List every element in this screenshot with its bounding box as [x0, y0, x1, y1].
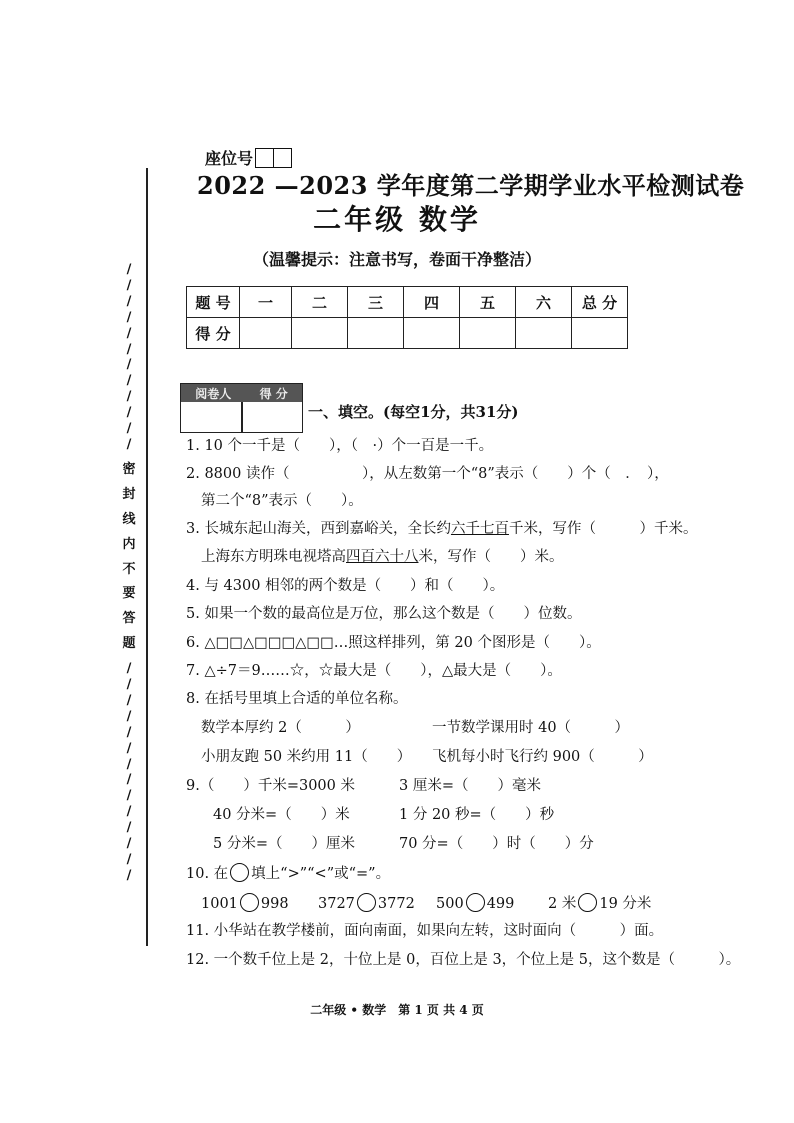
- question-7: 7. △÷7＝9……☆，☆最大是（ ），△最大是（ ）。: [186, 663, 562, 679]
- grader-box: [180, 383, 303, 433]
- score-header-cell: 一: [240, 287, 292, 318]
- q3-text: 上海东方明珠电视塔高: [201, 549, 346, 565]
- question-6: 6. △□□△□□□△□□…照这样排列，第 20 个图形是（ ）。: [186, 635, 601, 651]
- question-8b: 一节数学课用时 40（ ）: [432, 720, 630, 736]
- score-header-cell: 题 号: [187, 287, 240, 318]
- compare-left: 2 米: [548, 896, 577, 912]
- compare-right: 3772: [377, 896, 415, 912]
- q10-text: 填上“>”“<”或“=”。: [251, 866, 391, 882]
- grader-divider: [241, 402, 243, 432]
- compare-item: [318, 893, 415, 913]
- q3-text: 3. 长城东起山海关，西到嘉峪关，全长约: [186, 521, 451, 537]
- score-header-cell: 三: [348, 287, 404, 318]
- score-header-cell: 二: [292, 287, 348, 318]
- compare-left: 3727: [318, 896, 355, 912]
- question-8d: 飞机每小时飞行约 900（ ）: [432, 749, 653, 765]
- tip-text: （温馨提示：注意书写，卷面干净整洁）: [252, 250, 541, 269]
- score-cell[interactable]: [292, 318, 348, 349]
- question-1: 1. 10 个一千是（ ），（ ·）个一百是一千。: [186, 438, 494, 454]
- margin-char: 内: [122, 536, 136, 552]
- question-8c: 小朋友跑 50 米约用 11（ ）: [201, 749, 412, 765]
- margin-char: 密: [122, 461, 136, 477]
- score-table-header-row: [187, 287, 628, 318]
- q3-text: 千米，写作（ ）千米。: [508, 521, 698, 537]
- compare-item: [548, 893, 651, 913]
- question-2: 2. 8800 读作（ ），从左数第一个“8”表示（ ）个（ ． ），: [186, 466, 669, 482]
- blank-circle-icon: [230, 863, 249, 882]
- score-cell[interactable]: [240, 318, 292, 349]
- q10-text: 10. 在: [186, 866, 229, 882]
- margin-text: [119, 462, 139, 652]
- q3-underlined: 六千七百: [450, 521, 509, 537]
- compare-right: 998: [260, 896, 289, 912]
- score-header-cell: 四: [404, 287, 460, 318]
- seat-box: [274, 148, 292, 168]
- compare-circle-icon[interactable]: [578, 893, 597, 912]
- seat-label: 座位号: [205, 149, 254, 168]
- question-9f: 70 分=（ ）时（ ）分: [399, 836, 594, 852]
- exam-title: 2022 —2023 学年度第二学期学业水平检测试卷: [197, 171, 745, 200]
- question-10: [186, 863, 390, 883]
- question-9e: 5 分米=（ ）厘米: [213, 836, 355, 852]
- section-title: 一、填空。(每空1分，共31分): [308, 403, 519, 421]
- margin-char: 封: [122, 486, 136, 502]
- question-5: 5. 如果一个数的最高位是万位，那么这个数是（ ）位数。: [186, 606, 582, 622]
- compare-left: 1001: [201, 896, 238, 912]
- score-cell[interactable]: [460, 318, 516, 349]
- score-cell[interactable]: [404, 318, 460, 349]
- margin-char: 要: [122, 586, 136, 602]
- question-11: 11. 小华站在教学楼前，面向南面，如果向左转，这时面向（ ）面。: [186, 923, 664, 939]
- grader-score-label: 得 分: [259, 386, 288, 401]
- margin-char: 不: [122, 561, 136, 577]
- binding-line: [146, 168, 148, 946]
- score-header-cell: 六: [516, 287, 572, 318]
- compare-circle-icon[interactable]: [357, 893, 376, 912]
- page-footer: 二年级 • 数学 第 1 页 共 4 页: [310, 1003, 484, 1017]
- question-9c: 40 分米=（ ）米: [213, 807, 350, 823]
- question-3: [186, 520, 697, 538]
- question-3-line2: [201, 548, 564, 566]
- question-8a: 数学本厚约 2（ ）: [201, 720, 360, 736]
- score-header-cell: 总 分: [572, 287, 628, 318]
- seat-box: [255, 148, 274, 168]
- score-header-cell: 五: [460, 287, 516, 318]
- compare-right: 499: [486, 896, 515, 912]
- compare-left: 500: [436, 896, 464, 912]
- compare-circle-icon[interactable]: [240, 893, 259, 912]
- q3-text: 米，写作（ ）米。: [418, 549, 564, 565]
- margin-char: 线: [122, 511, 136, 527]
- exam-subtitle: 二年级 数学: [313, 203, 481, 236]
- q3-underlined: 四百六十八: [346, 549, 419, 565]
- score-table-score-row: [187, 318, 628, 349]
- score-cell[interactable]: [572, 318, 628, 349]
- question-8: 8. 在括号里填上合适的单位名称。: [186, 691, 408, 707]
- score-cell[interactable]: [516, 318, 572, 349]
- margin-char: 答: [122, 611, 136, 627]
- question-4: 4. 与 4300 相邻的两个数是（ ）和（ ）。: [186, 578, 505, 594]
- question-9d: 1 分 20 秒=（ ）秒: [399, 807, 555, 823]
- question-9a: 9.（ ）千米=3000 米: [186, 778, 355, 794]
- compare-circle-icon[interactable]: [466, 893, 485, 912]
- score-row-label: 得 分: [187, 318, 240, 349]
- score-cell[interactable]: [348, 318, 404, 349]
- question-12: 12. 一个数千位上是 2，十位上是 0，百位上是 3，个位上是 5，这个数是（ ）。: [186, 952, 741, 968]
- margin-char: 题: [122, 636, 136, 652]
- score-table: [186, 286, 628, 349]
- question-9b: 3 厘米=（ ）毫米: [399, 778, 541, 794]
- question-2-line2: 第二个“8”表示（ ）。: [201, 493, 363, 509]
- grader-header: [181, 384, 302, 402]
- compare-right: 19 分米: [599, 896, 652, 912]
- binding-margin-text: / / / / / / / / / / / / 密 封 线 内 不 要 答 题 / / / / / / / / / / / / / /: [119, 262, 139, 884]
- compare-item: [201, 893, 289, 913]
- grader-reviewer-label: 阅卷人: [195, 386, 232, 401]
- compare-item: [436, 893, 514, 913]
